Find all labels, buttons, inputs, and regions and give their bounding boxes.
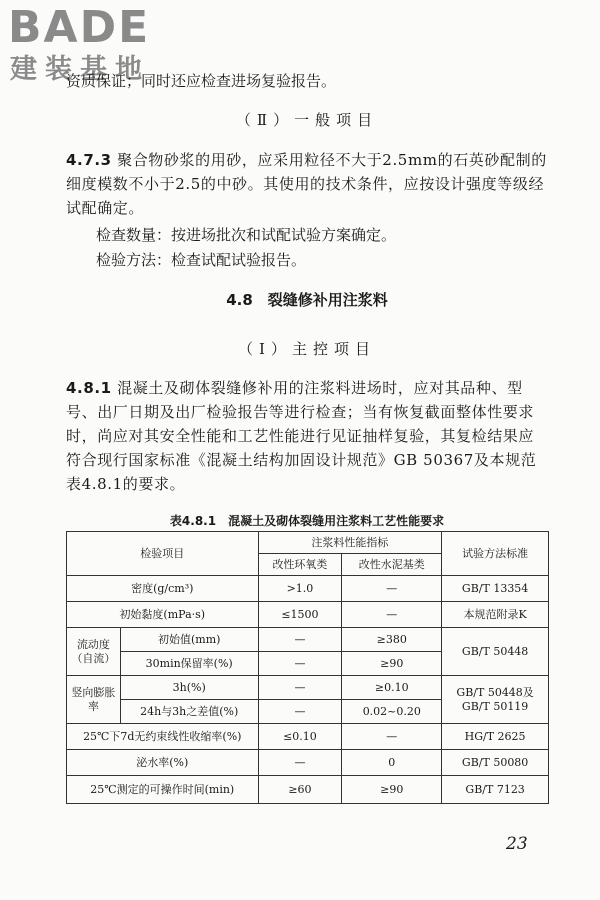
method-value: HG/T 2625 — [442, 724, 549, 750]
row-group-label: 流动度（自流） — [67, 628, 121, 676]
table-row — [67, 776, 549, 804]
method-value: GB/T 50448及GB/T 50119 — [442, 676, 549, 724]
cement-value: ≥0.10 — [342, 676, 442, 700]
epoxy-value: ≥60 — [258, 776, 342, 804]
check-quantity-line: 检查数量：按进场批次和试配试验方案确定。 — [96, 226, 397, 244]
clause-4-8-1 — [66, 376, 548, 496]
spec-table — [66, 531, 549, 804]
method-value: 本规范附录K — [442, 602, 549, 628]
clause-number: 4.8.1 — [66, 379, 112, 397]
cement-value: — — [342, 576, 442, 602]
epoxy-value: — — [258, 700, 342, 724]
table-row — [67, 724, 549, 750]
epoxy-value: — — [258, 750, 342, 776]
section-title-4-8: 4.8 裂缝修补用注浆料 — [226, 291, 388, 309]
clause-number: 4.7.3 — [66, 151, 112, 169]
table-caption: 表4.8.1 混凝土及砌体裂缝用注浆料工艺性能要求 — [169, 514, 445, 528]
clause-4-7-3 — [66, 148, 548, 220]
header-item: 检验项目 — [67, 532, 259, 576]
row-label: 24h与3h之差值(%) — [120, 700, 258, 724]
section-heading-general: （Ⅱ）一般项目 — [235, 111, 379, 129]
continued-text-line: 资质保证；同时还应检查进场复验报告。 — [66, 72, 337, 90]
row-label: 25℃测定的可操作时间(min) — [67, 776, 259, 804]
page-number: 23 — [506, 834, 528, 854]
row-label: 25℃下7d无约束线性收缩率(%) — [67, 724, 259, 750]
epoxy-value: — — [258, 652, 342, 676]
cement-value: — — [342, 602, 442, 628]
logo-wordmark: BADE — [8, 2, 151, 53]
header-epoxy: 改性环氧类 — [258, 554, 342, 576]
table-row — [67, 576, 549, 602]
cement-value: 0.02~0.20 — [342, 700, 442, 724]
clause-text: 混凝土及砌体裂缝修补用的注浆料进场时，应对其品种、型号、出厂日期及出厂检验报告等进行检查；当有恢复截面整体性要求时，尚应对其安全性能和工艺性能进行见证抽样复验，其复检结果应符合现行国家标准《混凝土结构加固设计规范》GB 50367及本规范表4.8.1的要求。 — [66, 379, 537, 493]
row-label: 30min保留率(%) — [120, 652, 258, 676]
epoxy-value: — — [258, 628, 342, 652]
epoxy-value: >1.0 — [258, 576, 342, 602]
cement-value: ≥90 — [342, 776, 442, 804]
table-row — [67, 602, 549, 628]
row-label: 密度(g/cm³) — [67, 576, 259, 602]
row-group-label: 竖向膨胀率 — [67, 676, 121, 724]
clause-text: 聚合物砂浆的用砂，应采用粒径不大于2.5mm的石英砂配制的细度模数不小于2.5的中砂。其使用的技术条件，应按设计强度等级经试配确定。 — [66, 151, 547, 217]
cement-value: 0 — [342, 750, 442, 776]
header-indicator: 注浆料性能指标 — [258, 532, 442, 554]
cement-value: ≥380 — [342, 628, 442, 652]
method-value: GB/T 13354 — [442, 576, 549, 602]
epoxy-value: ≤0.10 — [258, 724, 342, 750]
table-row — [67, 628, 549, 652]
method-value: GB/T 50448 — [442, 628, 549, 676]
row-label: 3h(%) — [120, 676, 258, 700]
row-label: 初始黏度(mPa·s) — [67, 602, 259, 628]
table-row — [67, 750, 549, 776]
check-method-line: 检验方法：检查试配试验报告。 — [96, 251, 307, 269]
row-label: 泌水率(%) — [67, 750, 259, 776]
epoxy-value: ≤1500 — [258, 602, 342, 628]
logo-subtitle: 建装基地 — [10, 54, 150, 85]
method-value: GB/T 7123 — [442, 776, 549, 804]
header-method: 试验方法标准 — [442, 532, 549, 576]
row-label: 初始值(mm) — [120, 628, 258, 652]
cement-value: ≥90 — [342, 652, 442, 676]
epoxy-value: — — [258, 676, 342, 700]
table-row — [67, 676, 549, 700]
cement-value: — — [342, 724, 442, 750]
section-heading-main: （Ⅰ）主控项目 — [238, 340, 376, 358]
header-cement: 改性水泥基类 — [342, 554, 442, 576]
method-value: GB/T 50080 — [442, 750, 549, 776]
